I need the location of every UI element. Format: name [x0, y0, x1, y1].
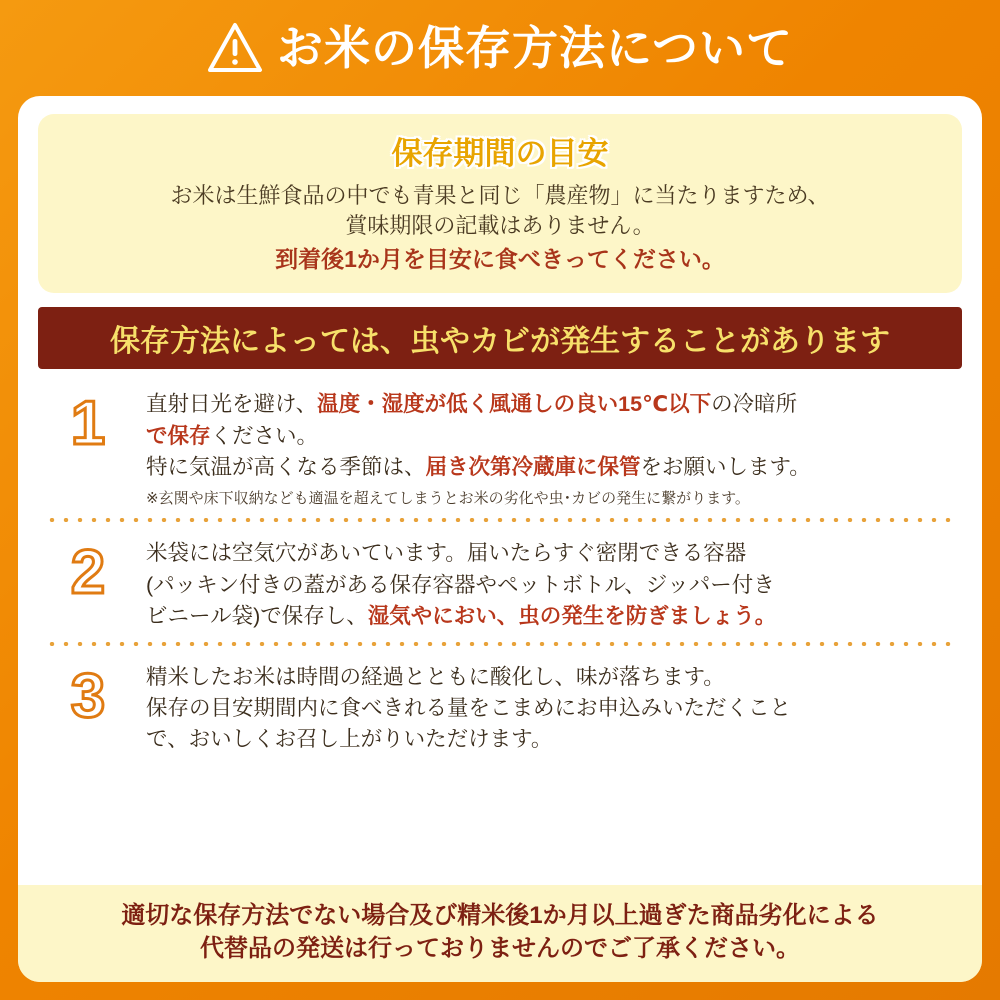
divider-dots: [46, 518, 954, 522]
warning-triangle-icon: [207, 22, 263, 74]
page-title: お米の保存方法について: [276, 22, 794, 74]
footer-line1: 適切な保存方法でない場合及び精米後1か月以上過ぎた商品劣化による: [121, 901, 879, 929]
divider-dots: [46, 642, 954, 646]
step1-highlight-c: 届き次第冷蔵庫に保管: [425, 454, 641, 479]
step-number: 1: [70, 389, 106, 459]
storage-period-line1: お米は生鮮食品の中でも青果と同じ「農産物」に当たりますため、: [170, 183, 830, 208]
storage-period-emphasis: 到着後1か月を目安に食べきってください。: [275, 246, 725, 273]
step1-highlight-a: 温度・湿度が低く風通しの良い15℃以下: [317, 392, 712, 417]
step3-line1: 精米したお米は時間の経過とともに酸化し、味が落ちます。: [146, 664, 725, 689]
step-body: [146, 385, 960, 508]
footer-notice-text: [38, 899, 962, 966]
content-card: [18, 96, 982, 982]
storage-period-panel: [38, 114, 962, 293]
step1-text-b: の冷暗所: [711, 392, 798, 417]
page-title-bar: [0, 0, 1000, 96]
step-body: [146, 534, 960, 632]
warning-banner-text: 保存方法によっては、虫やカビが発生することがあります: [110, 325, 890, 359]
step1-text-d: 特に気温が高くなる季節は、: [146, 454, 426, 479]
step1-text-a: 直射日光を避け、: [146, 392, 318, 417]
step1-text-c: ください。: [210, 423, 319, 448]
step3-line2: 保存の目安期間内に食べきれる量をこまめにお申込みいただくこと: [146, 696, 792, 721]
storage-period-line2: 賞味期限の記載はありません。: [345, 212, 655, 238]
step-number: 2: [70, 538, 106, 608]
warning-banner: [38, 307, 962, 369]
step1-highlight-b: で保存: [146, 423, 211, 448]
list-item: [40, 648, 960, 764]
list-item: [40, 375, 960, 516]
step-number: 3: [70, 661, 106, 731]
footer-line2: 代替品の発送は行っておりませんのでご了承ください。: [200, 935, 800, 963]
step1-note: ※玄関や床下収納なども適温を超えてしまうとお米の劣化や虫･カビの発生に繋がります。: [146, 489, 750, 507]
step2-line2: (パッキン付きの蓋がある保存容器やペットボトル、ジッパー付き: [146, 572, 775, 597]
step2-line3-a: ビニール袋)で保存し、: [146, 603, 368, 628]
step-body: [146, 658, 960, 756]
step1-text-e: をお願いします。: [640, 454, 811, 479]
storage-period-title: 保存期間の目安: [391, 136, 609, 171]
list-item: [40, 524, 960, 640]
footer-notice: [18, 885, 982, 982]
step3-line3: で、おいしくお召し上がりいただけます。: [146, 727, 553, 752]
storage-period-body: [56, 181, 944, 275]
steps-list: [38, 369, 962, 878]
step2-line1: 米袋には空気穴があいています。届いたらすぐ密閉できる容器: [146, 541, 747, 566]
step2-highlight: 湿気やにおい、虫の発生を防ぎましょう。: [367, 603, 777, 628]
